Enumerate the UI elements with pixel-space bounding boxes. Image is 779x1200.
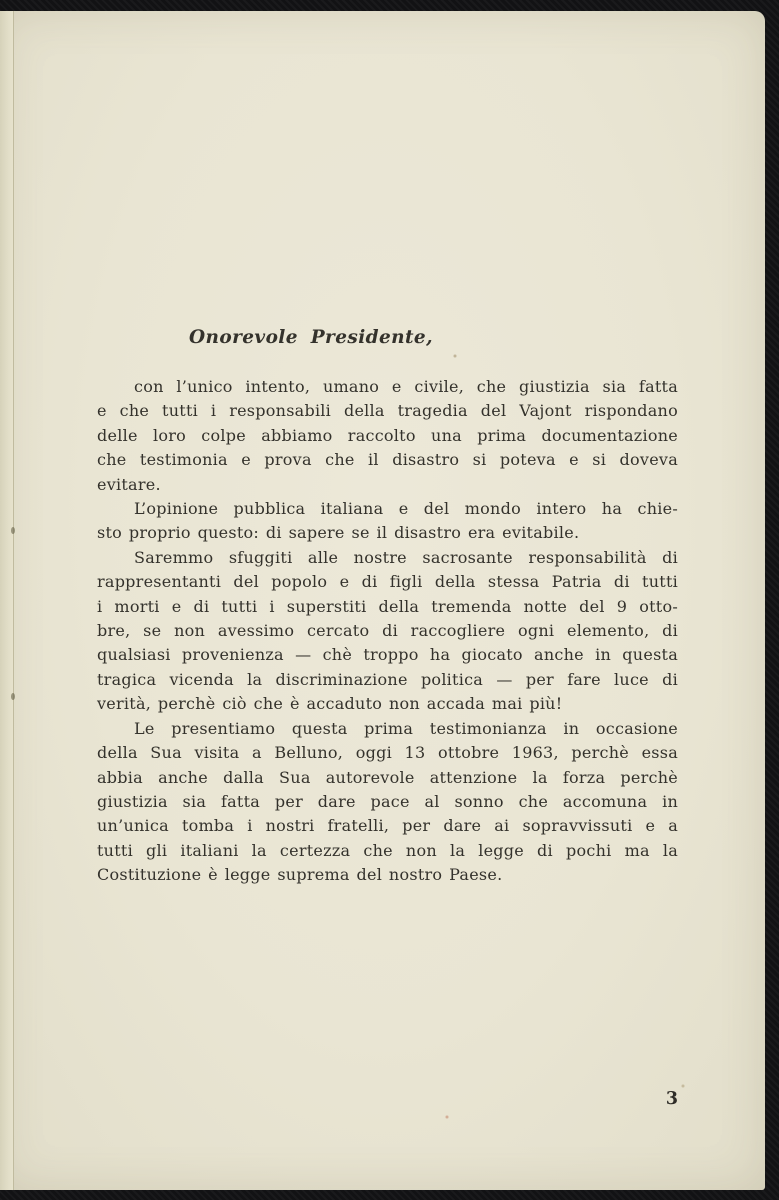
text-line: i morti e di tutti i superstiti della tremenda notte del 9 otto- xyxy=(97,596,678,616)
text-line: tragica vicenda la discriminazione politica — per fare luce di xyxy=(97,669,678,689)
text-line: Le presentiamo questa prima testimonianza in occasione xyxy=(134,718,678,738)
text-line: della Sua visita a Belluno, oggi 13 ottobre 1963, perchè essa xyxy=(97,743,678,763)
text-line: tutti gli italiani la certezza che non la legge di pochi ma la xyxy=(97,840,678,860)
text-line: delle loro colpe abbiamo raccolto una prima documentazione xyxy=(97,425,678,445)
text-line: giustizia sia fatta per dare pace al sonno che accomuna in xyxy=(97,791,678,811)
page-number: 3 xyxy=(665,1089,679,1109)
text-line: con l’unico intento, umano e civile, che giustizia sia fatta xyxy=(134,377,678,396)
text-line: bre, se non avessimo cercato di raccogliere ogni elemento, di xyxy=(97,621,678,641)
body-text xyxy=(97,375,678,888)
text-line: Costituzione è legge suprema del nostro Paese. xyxy=(97,865,503,885)
text-line: rappresentanti del popolo e di figli della stessa Patria di tutti xyxy=(97,572,678,592)
text-line: abbia anche dalla Sua autorevole attenzione la forza perchè xyxy=(97,767,678,787)
text-line: L’opinione pubblica italiana e del mondo intero ha chie- xyxy=(134,499,678,519)
page-left-edge xyxy=(0,11,14,1190)
text-line: sto proprio questo: di sapere se il disastro era evitabile. xyxy=(97,523,580,543)
salutation: Onorevole Presidente, xyxy=(189,327,433,348)
text-line: e che tutti i responsabili della tragedia del Vajont rispondano xyxy=(97,401,678,421)
page-content xyxy=(97,327,678,888)
scanned-page xyxy=(0,11,765,1190)
text-line: verità, perchè ciò che è accaduto non accada mai più! xyxy=(97,694,563,714)
text-line: qualsiasi provenienza — chè troppo ha giocato anche in questa xyxy=(97,645,678,665)
text-line: che testimonia e prova che il disastro si poteva e si doveva xyxy=(97,450,678,470)
text-line: evitare. xyxy=(97,474,161,494)
text-line: un’unica tomba i nostri fratelli, per dare ai sopravvissuti e a xyxy=(97,816,678,836)
text-line: Saremmo sfuggiti alle nostre sacrosante responsabilità di xyxy=(134,547,678,567)
